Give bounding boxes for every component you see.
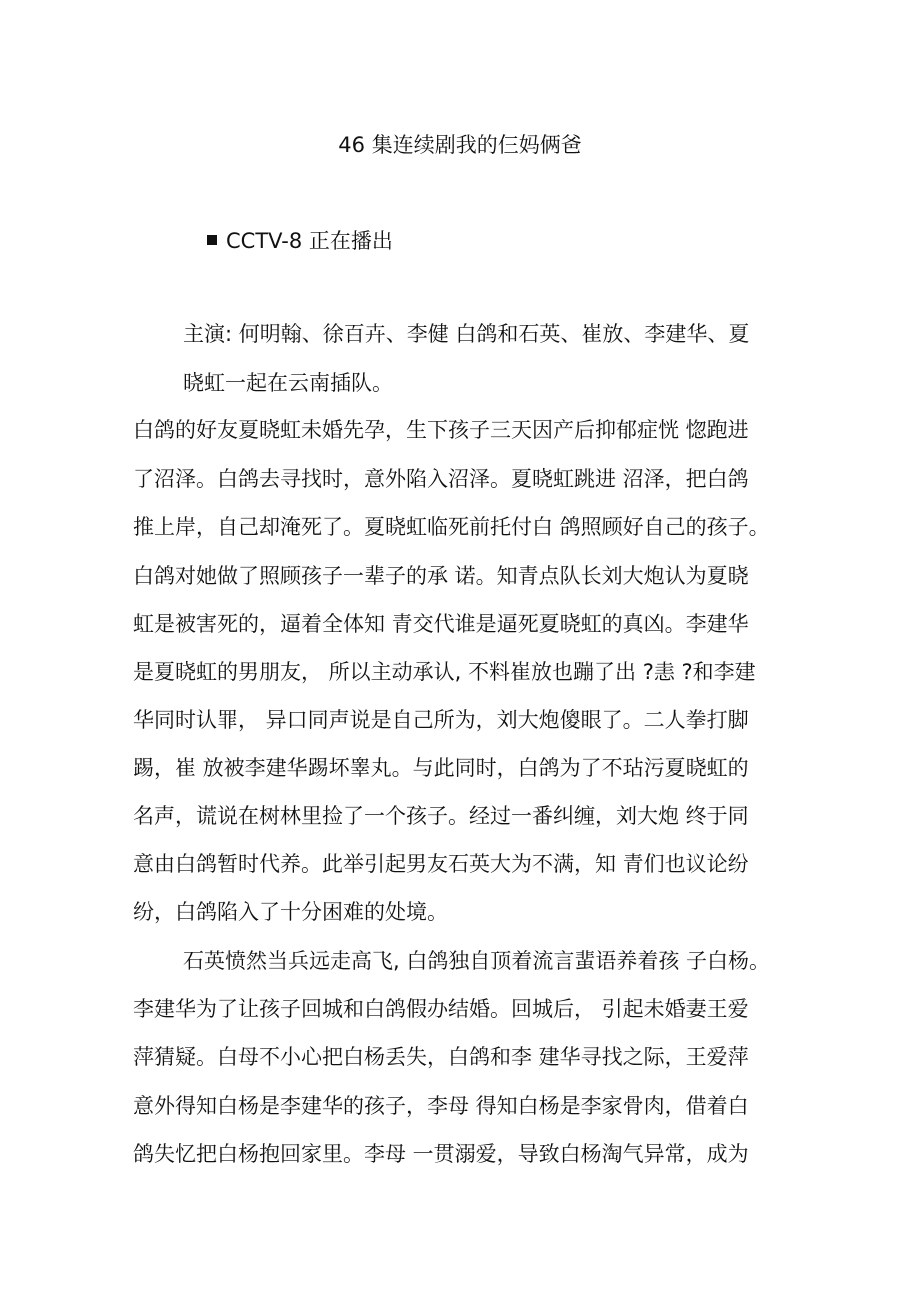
paragraph-line: 石英愤然当兵远走高飞, 白鸽独自顶着流言蜚语养着孩 子白杨。 [183,949,771,973]
paragraph-line: 了沼泽。白鸽去寻找时，意外陷入沼泽。夏晓虹跳进 沼泽，把白鸽 [133,467,749,491]
paragraph-line: 纷，白鸽陷入了十分困难的处境。 [133,900,448,924]
paragraph-line: 意外得知白杨是李建华的孩子，李母 得知白杨是李家骨肉，借着白 [133,1094,749,1118]
channel-line [207,226,393,256]
channel-text: CCTV-8 正在播出 [226,229,393,253]
paragraph-line: 鸽失忆把白杨抱回家里。李母 一贯溺爱，导致白杨淘气异常，成为 [133,1142,749,1166]
paragraph-line: 是夏晓虹的男朋友， 所以主动承认, 不料崔放也蹦了出 ?恚 ?和李建 [133,660,756,684]
paragraph-line: 李建华为了让孩子回城和白鸽假办结婚。回城后， 引起未婚妻王爱 [133,997,749,1021]
bullet-square-icon [207,235,217,245]
paragraph-line: 主演: 何明翰、徐百卉、李健 白鸽和石英、崔放、李建华、夏 [183,322,750,346]
paragraph-line: 推上岸，自己却淹死了。夏晓虹临死前托付白 鸽照顾好自己的孩子。 [133,515,770,539]
paragraph-line: 白鸽的好友夏晓虹未婚先孕，生下孩子三天因产后抑郁症恍 惚跑进 [133,418,749,442]
paragraph-line: 虹是被害死的，逼着全体知 青交代谁是逼死夏晓虹的真凶。李建华 [133,612,749,636]
paragraph-line: 名声，谎说在树林里捡了一个孩子。经过一番纠缠，刘大炮 终于同 [133,804,749,828]
paragraph-line: 踢，崔 放被李建华踢坏睾丸。与此同时，白鸽为了不玷污夏晓虹的 [133,756,749,780]
paragraph-line: 华同时认罪， 异口同声说是自己所为，刘大炮傻眼了。二人拳打脚 [133,708,749,732]
paragraph-line: 萍猜疑。白母不小心把白杨丢失，白鸽和李 建华寻找之际，王爱萍 [133,1045,749,1069]
paragraph-line: 晓虹一起在云南插队。 [183,371,393,395]
paragraph-line: 白鸽对她做了照顾孩子一辈子的承 诺。知青点队长刘大炮认为夏晓 [133,564,749,588]
document-title: 46 集连续剧我的仨妈俩爸 [338,133,582,157]
paragraph-line: 意由白鸽暂时代养。此举引起男友石英大为不满，知 青们也议论纷 [133,852,749,876]
